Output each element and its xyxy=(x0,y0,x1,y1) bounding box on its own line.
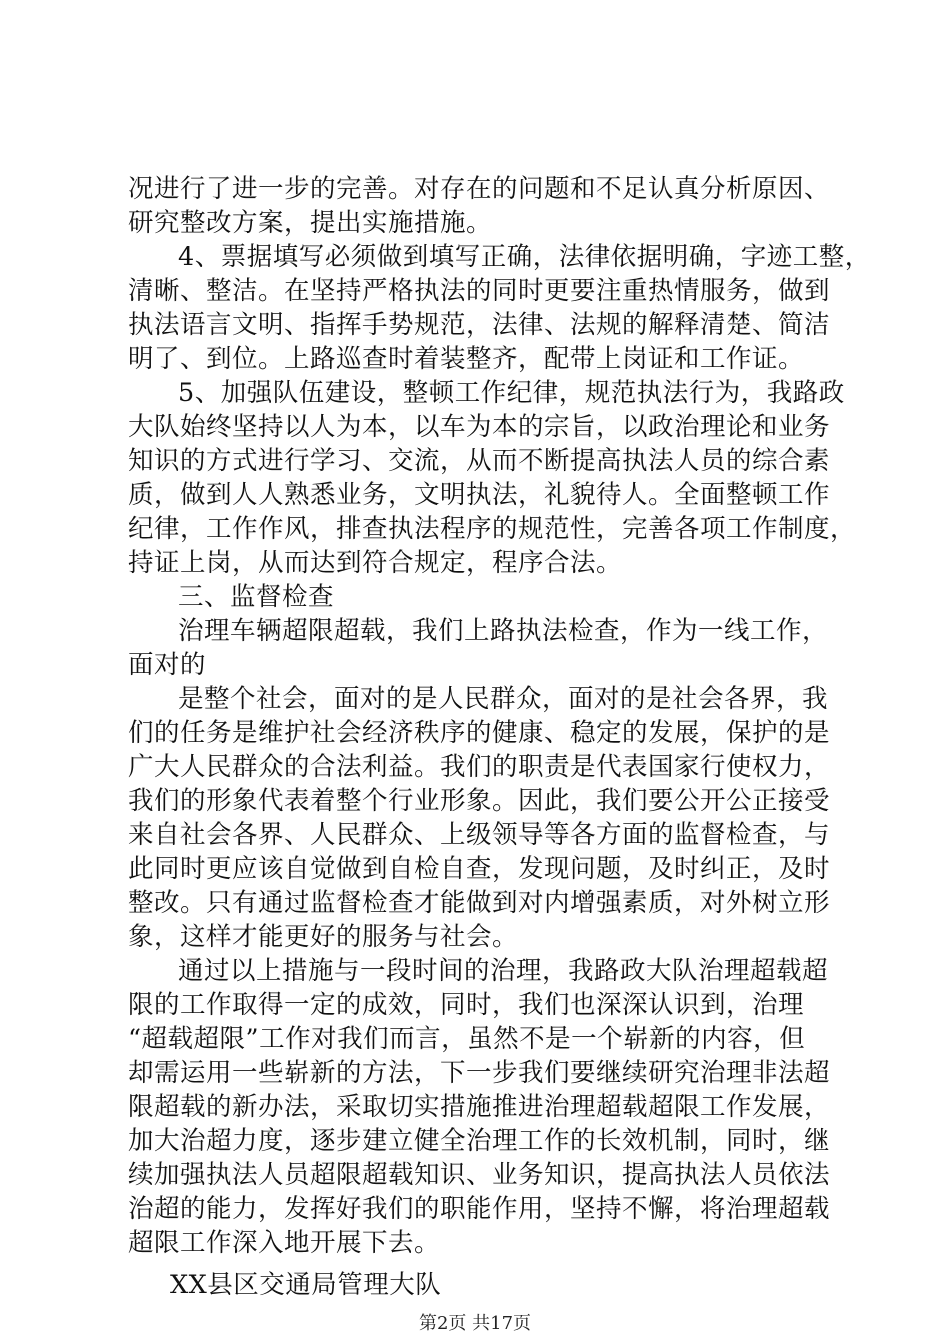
text-line: 来自社会各界、人民群众、上级领导等各方面的监督检查，与 xyxy=(128,820,831,850)
text-line: 限的工作取得一定的成效，同时，我们也深深认识到，治理 xyxy=(128,990,805,1020)
text-line: 此同时更应该自觉做到自检自查，发现问题，及时纠正，及时 xyxy=(128,854,831,884)
text-line: 知识的方式进行学习、交流，从而不断提高执法人员的综合素 xyxy=(128,446,831,476)
text-line: 况进行了进一步的完善。对存在的问题和不足认真分析原因、 xyxy=(128,174,831,204)
text-line: 治超的能力，发挥好我们的职能作用，坚持不懈，将治理超载 xyxy=(128,1194,831,1224)
text-line: 面对的 xyxy=(128,650,207,680)
text-line: 续加强执法人员超限超载知识、业务知识，提高执法人员依法 xyxy=(128,1160,831,1190)
text-line: 通过以上措施与一段时间的治理，我路政大队治理超载超 xyxy=(178,956,829,986)
text-line: 超限工作深入地开展下去。 xyxy=(128,1228,441,1258)
text-line: 纪律，工作作风，排查执法程序的规范性，完善各项工作制度， xyxy=(128,514,857,544)
text-line: 明了、到位。上路巡查时着装整齐，配带上岗证和工作证。 xyxy=(128,344,805,374)
page-number: 第2页 共17页 xyxy=(418,1313,532,1334)
text-line: 质，做到人人熟悉业务，文明执法，礼貌待人。全面整顿工作 xyxy=(128,480,831,510)
text-line: 研究整改方案，提出实施措施。 xyxy=(128,208,493,238)
text-line: 是整个社会，面对的是人民群众，面对的是社会各界，我 xyxy=(178,684,829,714)
text-line: 大队始终坚持以人为本，以车为本的宗旨，以政治理论和业务 xyxy=(128,412,831,442)
text-line: 4、票据填写必须做到填写正确，法律依据明确，字迹工整， xyxy=(178,242,871,272)
text-line: 治理车辆超限超载，我们上路执法检查，作为一线工作， xyxy=(178,616,829,646)
text-line: 我们的形象代表着整个行业形象。因此，我们要公开公正接受 xyxy=(128,786,831,816)
text-line: 5、加强队伍建设，整顿工作纪律，规范执法行为，我路政 xyxy=(178,378,845,408)
text-line: 却需运用一些崭新的方法，下一步我们要继续研究治理非法超 xyxy=(128,1058,831,1088)
text-line: 整改。只有通过监督检查才能做到对内增强素质，对外树立形 xyxy=(128,888,831,918)
section-heading: 三、监督检查 xyxy=(178,582,335,612)
text-line: 限超载的新办法，采取切实措施推进治理超载超限工作发展， xyxy=(128,1092,831,1122)
text-line: 持证上岗，从而达到符合规定，程序合法。 xyxy=(128,548,623,578)
signature-line: XX县区交通局管理大队 xyxy=(170,1270,442,1300)
text-line: 们的任务是维护社会经济秩序的健康、稳定的发展，保护的是 xyxy=(128,718,831,748)
text-line: 清晰、整洁。在坚持严格执法的同时更要注重热情服务，做到 xyxy=(128,276,831,306)
text-line: “超载超限”工作对我们而言，虽然不是一个崭新的内容，但 xyxy=(128,1024,806,1054)
text-line: 加大治超力度，逐步建立健全治理工作的长效机制，同时，继 xyxy=(128,1126,831,1156)
text-line: 象，这样才能更好的服务与社会。 xyxy=(128,922,519,952)
text-line: 执法语言文明、指挥手势规范，法律、法规的解释清楚、简洁 xyxy=(128,310,831,340)
text-line: 广大人民群众的合法利益。我们的职责是代表国家行使权力， xyxy=(128,752,831,782)
